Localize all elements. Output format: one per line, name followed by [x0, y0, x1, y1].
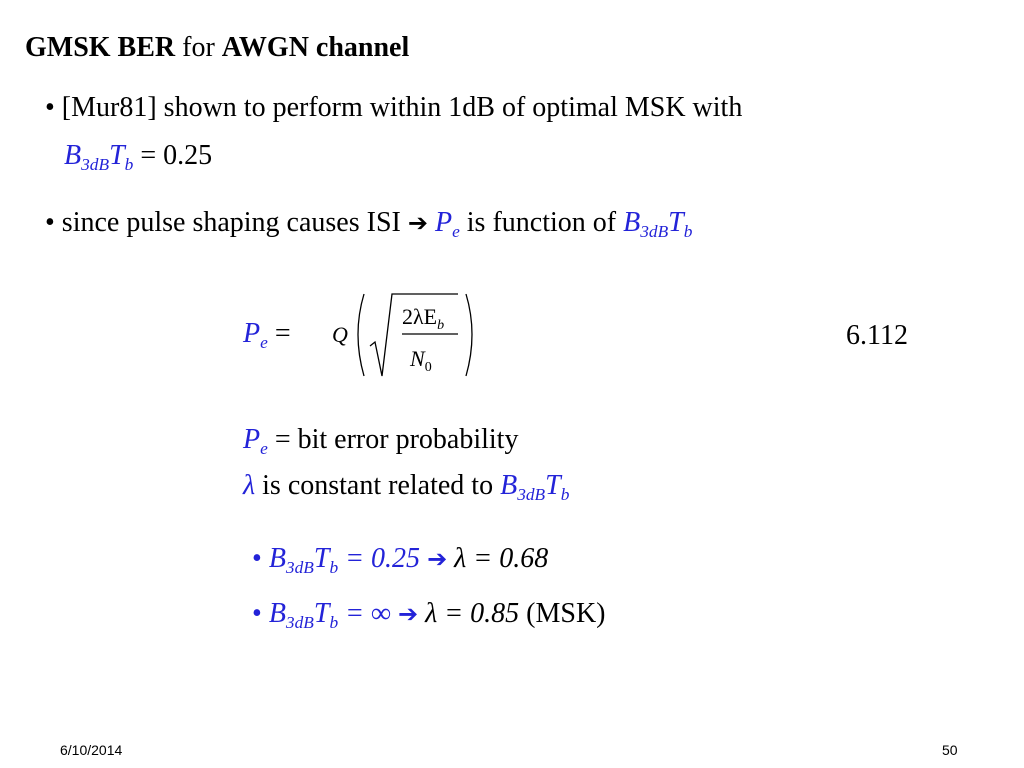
- definition-lambda: λ is constant related to $B_{3dB}T_b$: [243, 470, 570, 505]
- title-part2: for: [182, 32, 215, 63]
- right-paren: [466, 294, 472, 376]
- result-bt-infinity: • $B_{3dB}T_b$ = ∞ ➔ λ = 0.85 (MSK): [252, 598, 606, 633]
- q-function: Q: [332, 322, 348, 347]
- equation-number: 6.112: [846, 320, 908, 351]
- bullet-mur81: [45, 92, 742, 124]
- bullet-isi-text: • since pulse shaping causes ISI: [45, 207, 408, 238]
- b3db-symbol: $B_{3dB}T_b$: [64, 140, 134, 175]
- equation-lhs: $P_e$ =: [243, 318, 291, 353]
- arrow-icon: ➔: [427, 545, 448, 573]
- title-part1: GMSK BER: [25, 32, 176, 63]
- left-paren: [358, 294, 364, 376]
- title-part3: AWGN channel: [221, 32, 410, 63]
- footer-date: 6/10/2014: [60, 742, 123, 758]
- definition-pe: $P_e$ = bit error probability: [243, 424, 519, 459]
- bullet-mur81-text: • [Mur81] shown to perform within 1dB of optimal MSK with: [45, 92, 743, 123]
- slide-title: [25, 32, 409, 64]
- bt-value: = 0.25: [133, 140, 213, 171]
- result-bt-025: • $B_{3dB}T_b = 0.25$ ➔ λ = 0.68: [252, 543, 549, 578]
- arrow-icon: ➔: [407, 209, 428, 237]
- b3db-symbol: $B_{3dB}T_b$: [623, 207, 693, 242]
- equation-formula: [330, 288, 480, 380]
- denominator: $N_0$: [410, 346, 432, 375]
- bullet-isi-mid: is function of: [459, 207, 624, 238]
- pe-symbol: $P_e$: [434, 207, 460, 242]
- arrow-icon: ➔: [398, 600, 419, 628]
- numerator: $2\lambda E_b$: [402, 304, 445, 333]
- bullet-isi: [45, 207, 692, 242]
- page-number: 50: [942, 742, 958, 758]
- bullet-mur81-value: [64, 140, 212, 175]
